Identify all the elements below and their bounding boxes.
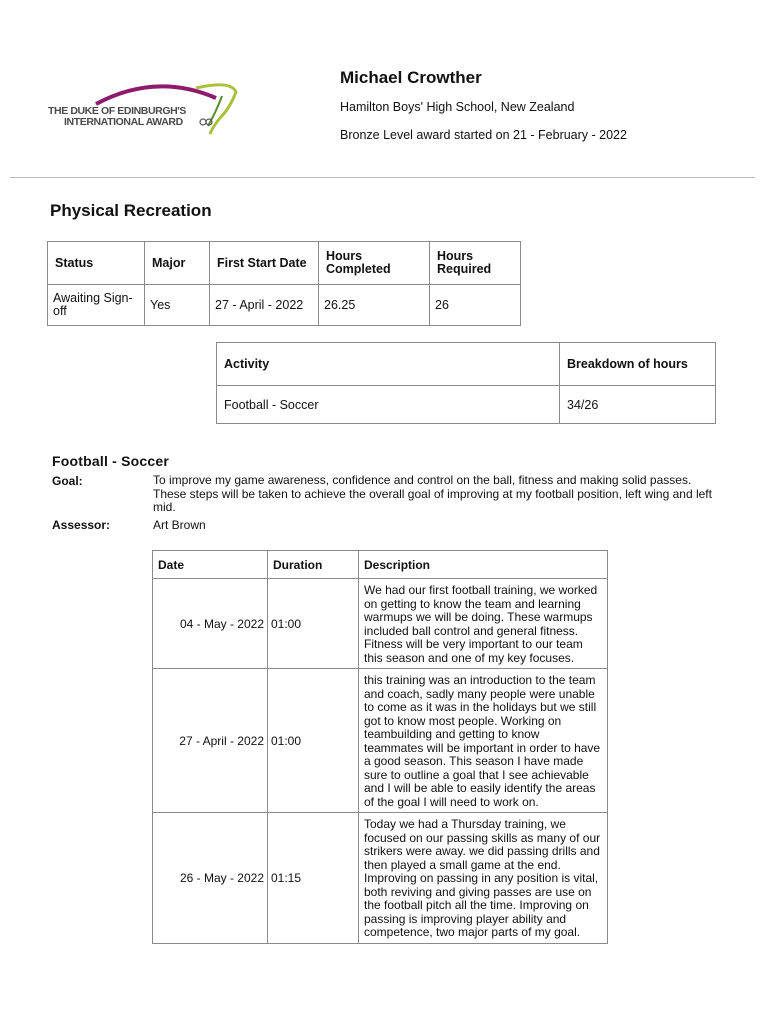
- log-description: this training was an introduction to the team and coach, sadly many people were unable to come as it was in the holidays but we still got to know most people. Working on teambuilding and getting to know teammates will be important in order to have a good season. This season I have made sure to outline a goal that I see achievable and I will be able to easily identify the areas of the goal I will need to work on.: [359, 669, 608, 813]
- header-description: Description: [359, 551, 608, 579]
- activity-breakdown-table: [216, 342, 716, 424]
- header-major: Major: [145, 242, 210, 285]
- first-start-date-value: 27 - April - 2022: [210, 285, 319, 326]
- log-row: [153, 669, 608, 813]
- activity-breakdown: 34/26: [560, 386, 716, 424]
- award-logo: [46, 78, 246, 138]
- activity-name: Football - Soccer: [217, 386, 560, 424]
- header-hours-completed: Hours Completed: [319, 242, 430, 285]
- goal-text: To improve my game awareness, confidence and control on the ball, fitness and making solid passes. These steps will be taken to achieve the overall goal of improving at my football position, left wing and left mid.: [153, 473, 712, 514]
- header-hours-required: Hours Required: [430, 242, 521, 285]
- header-activity: Activity: [217, 343, 560, 386]
- header-status: Status: [48, 242, 145, 285]
- award-start-text: Bronze Level award started on 21 - February - 2022: [340, 128, 627, 142]
- assessor-label: Assessor:: [52, 518, 111, 532]
- log-duration: 01:15: [268, 813, 359, 944]
- status-value: Awaiting Sign-off: [48, 285, 145, 326]
- goal-label: Goal:: [52, 474, 83, 488]
- summary-table: [47, 241, 521, 326]
- participant-name: Michael Crowther: [340, 68, 482, 87]
- major-value: Yes: [145, 285, 210, 326]
- log-date: 04 - May - 2022: [153, 579, 268, 669]
- activity-log-table: [152, 550, 608, 944]
- header-first-start-date: First Start Date: [210, 242, 319, 285]
- log-duration: 01:00: [268, 579, 359, 669]
- log-date: 26 - May - 2022: [153, 813, 268, 944]
- hours-required-value: 26: [430, 285, 521, 326]
- log-header-row: [153, 551, 608, 579]
- log-row: [153, 813, 608, 944]
- logo-text-line2: INTERNATIONAL AWARD: [64, 116, 183, 128]
- header-divider: [10, 177, 755, 178]
- section-title: Physical Recreation: [50, 201, 212, 220]
- activity-header-row: [217, 343, 716, 386]
- activity-row: [217, 386, 716, 424]
- summary-header-row: [48, 242, 521, 285]
- assessor-name: Art Brown: [153, 518, 206, 532]
- hours-completed-value: 26.25: [319, 285, 430, 326]
- activity-title: Football - Soccer: [52, 453, 169, 469]
- log-description: Today we had a Thursday training, we focused on our passing skills as many of our strikers were away. we did passing drills and then played a small game at the end. Improving on passing in any position is vital, both reviving and giving passes are use on the football pitch all the time. Improving on passing is improving player ability and competence, two major parts of my goal.: [359, 813, 608, 944]
- log-duration: 01:00: [268, 669, 359, 813]
- header-date: Date: [153, 551, 268, 579]
- logo-text-line1: THE DUKE OF EDINBURGH'S: [48, 105, 186, 117]
- school-name: Hamilton Boys' High School, New Zealand: [340, 100, 575, 114]
- log-description: We had our first football training, we worked on getting to know the team and learning warmups we will be doing. These warmups included ball control and general fitness. Fitness will be very important to our team this season and one of my key focuses.: [359, 579, 608, 669]
- log-date: 27 - April - 2022: [153, 669, 268, 813]
- header-duration: Duration: [268, 551, 359, 579]
- log-row: [153, 579, 608, 669]
- header-breakdown: Breakdown of hours: [560, 343, 716, 386]
- summary-row: [48, 285, 521, 326]
